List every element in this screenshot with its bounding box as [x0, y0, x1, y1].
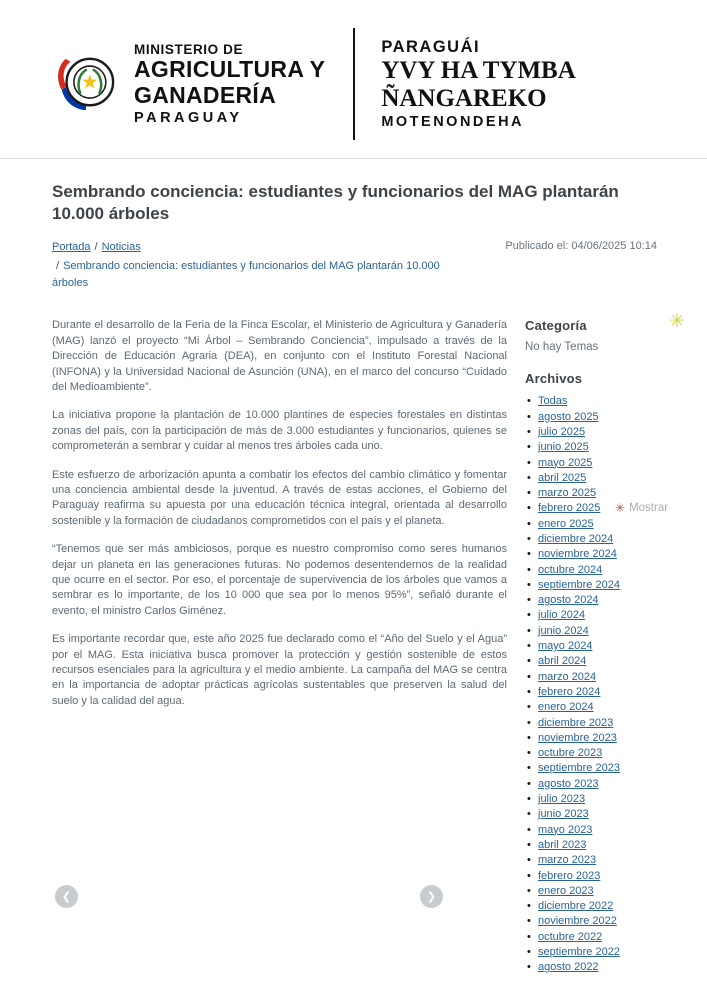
article-paragraph: Este esfuerzo de arborización apunta a combatir los efectos del cambio climático y fomentar una conciencia ambiental desde la juventud. A través de estas acciones, el Gobierno del Paraguay reafirma su apuesta por una educación técnica integral, orientada al desarrollo sostenible y la formación de ciudadanos comprometidos con el país y el planeta.	[52, 468, 507, 527]
archive-list-item	[525, 792, 657, 807]
chevron-right-icon: ❯	[426, 891, 437, 903]
mag-logo[interactable]	[54, 42, 325, 127]
archive-link[interactable]: noviembre 2022	[538, 915, 617, 928]
carousel-next-button[interactable]	[420, 885, 443, 908]
archive-link[interactable]: Todas	[538, 395, 568, 408]
paraguay-coat-of-arms-icon	[54, 53, 116, 115]
carousel-prev-button[interactable]	[55, 885, 78, 908]
archive-list-item	[525, 884, 657, 899]
archive-link[interactable]: marzo 2024	[538, 670, 597, 683]
archive-list-item	[525, 685, 657, 700]
chevron-left-icon: ❮	[61, 891, 72, 903]
archive-list-item	[525, 777, 657, 792]
accessibility-asterisk-icon[interactable]: ✳	[669, 311, 685, 332]
archive-list-item	[525, 670, 657, 685]
archive-list-item	[525, 517, 657, 532]
archive-link[interactable]: febrero 2023	[538, 869, 601, 882]
archive-link[interactable]: diciembre 2024	[538, 533, 614, 545]
breadcrumb-separator: /	[56, 260, 60, 273]
archive-list-item	[525, 853, 657, 868]
category-empty-text: No hay Temas	[525, 341, 599, 354]
page-title: Sembrando conciencia: estudiantes y funcionarios del MAG plantarán 10.000 árboles	[52, 182, 619, 224]
archive-link[interactable]: octubre 2022	[538, 930, 603, 943]
tooltip-label: Mostrar	[629, 502, 669, 514]
archive-link[interactable]: febrero 2025	[538, 502, 601, 515]
archives-title: Archivos	[525, 371, 583, 387]
archive-list-item	[525, 869, 657, 884]
archive-link[interactable]: septiembre 2022	[538, 946, 620, 959]
archive-list-item	[525, 945, 657, 960]
archive-link[interactable]: agosto 2024	[538, 594, 599, 607]
archive-link[interactable]: noviembre 2024	[538, 548, 617, 561]
breadcrumb-current-wrap	[52, 258, 467, 292]
spinner-icon: ✳	[615, 501, 626, 515]
archive-link[interactable]: julio 2024	[538, 609, 586, 622]
archive-link[interactable]: febrero 2024	[538, 685, 601, 698]
site-header	[0, 0, 707, 158]
archive-list-item	[525, 746, 657, 761]
breadcrumb-portada-link[interactable]: Portada	[52, 241, 91, 254]
meta-row	[52, 239, 657, 292]
guarani-line: YVY HA TYMBA	[381, 57, 576, 84]
archive-list-item	[525, 700, 657, 715]
archive-list-item	[525, 761, 657, 776]
mostrar-tooltip	[612, 501, 671, 515]
ministry-line: PARAGUAY	[134, 110, 243, 127]
archive-link[interactable]: octubre 2023	[538, 747, 603, 760]
guarani-line: PARAGUÁI	[381, 38, 481, 56]
article-body	[52, 318, 507, 975]
archive-list-item	[525, 593, 657, 608]
archive-link[interactable]: marzo 2023	[538, 854, 597, 867]
archive-list-item	[525, 639, 657, 654]
archive-link[interactable]: abril 2023	[538, 838, 587, 851]
ministry-line: AGRICULTURA Y	[134, 55, 326, 82]
article-head	[0, 159, 707, 292]
breadcrumb	[52, 239, 467, 292]
archive-link[interactable]: diciembre 2022	[538, 900, 614, 913]
archive-list-item	[525, 654, 657, 669]
breadcrumb-noticias-link[interactable]: Noticias	[101, 241, 141, 254]
archive-link[interactable]: agosto 2023	[538, 777, 599, 790]
header-divider	[353, 28, 355, 140]
archive-list-item	[525, 807, 657, 822]
ministry-line: MINISTERIO DE	[134, 41, 244, 57]
archive-link[interactable]: junio 2025	[538, 441, 589, 454]
archive-list-item	[525, 394, 657, 409]
archive-list-item	[525, 608, 657, 623]
archive-list-item	[525, 838, 657, 853]
archive-link[interactable]: mayo 2024	[538, 640, 593, 653]
archive-link[interactable]: octubre 2024	[538, 563, 603, 576]
guarani-line: MOTENONDEHA	[381, 114, 525, 130]
archive-list-item	[525, 731, 657, 746]
ministry-wordmark	[134, 42, 325, 127]
article-paragraph: “Tenemos que ser más ambiciosos, porque es nuestro compromiso como seres humanos dejar un planeta en las generaciones futuras. No podemos desentendernos de la realidad que ocurre en el sector. Por eso, el porcentaje de supervivencia de los árboles que vamos a sembrar es lo importante, de los 10 000 que sea por lo menos 95%”, señaló durante el evento, el ministro Carlos Giménez.	[52, 543, 507, 617]
archive-link[interactable]: julio 2023	[538, 793, 586, 806]
archive-list-item	[525, 547, 657, 562]
archive-link[interactable]: junio 2023	[538, 808, 589, 821]
archive-list-item	[525, 471, 657, 486]
archive-link[interactable]: abril 2025	[538, 471, 587, 484]
archive-list-item	[525, 563, 657, 578]
archive-list-item	[525, 823, 657, 838]
archive-list-item	[525, 440, 657, 455]
article-paragraph: Es importante recordar que, este año 2025 fue declarado como el “Año del Suelo y el Agua” por el MAG. Esta iniciativa busca promover la protección y gestión sostenible de estos recursos esenciales para la agricultura y el medio ambiente. La campaña del MAG se centra en la importancia de adoptar prácticas agrícolas sustentables que preserven la salud del suelo y la calidad del agua.	[52, 633, 507, 707]
archive-list-item	[525, 899, 657, 914]
archive-link[interactable]: enero 2023	[538, 884, 594, 897]
breadcrumb-separator: /	[94, 241, 98, 254]
archive-link[interactable]: marzo 2025	[538, 487, 597, 500]
guarani-line: ÑANGAREKO	[381, 84, 547, 112]
archive-list-item	[525, 578, 657, 593]
archive-list-item	[525, 410, 657, 425]
archive-link[interactable]: septiembre 2023	[538, 762, 620, 775]
sidebar	[525, 318, 657, 975]
archive-list-item	[525, 425, 657, 440]
archive-list-item	[525, 486, 657, 501]
published-date: Publicado el: 04/06/2025 10:14	[505, 240, 657, 253]
breadcrumb-current: Sembrando conciencia: estudiantes y funcionarios del MAG plantarán 10.000 árboles	[52, 260, 440, 290]
archive-list-item	[525, 456, 657, 471]
archive-link[interactable]: noviembre 2023	[538, 731, 617, 744]
archive-link[interactable]: julio 2025	[538, 425, 586, 438]
archive-link[interactable]: mayo 2025	[538, 456, 593, 469]
archive-link[interactable]: enero 2024	[538, 701, 594, 714]
archive-link[interactable]: enero 2025	[538, 517, 594, 530]
archive-link[interactable]: abril 2024	[538, 655, 587, 668]
article-paragraph: Durante el desarrollo de la Feria de la Finca Escolar, el Ministerio de Agricultura y Ganadería (MAG) lanzó el proyecto “Mi Árbol – Sembrando Conciencia”, impulsado a través de la Dirección de Educación Agraria (DEA), en conjunto con el Instituto Forestal Nacional (INFONA) y la Universidad Nacional de Asunción (UNA), en el marco del concurso “Cuidado del Medioambiente”.	[52, 319, 507, 393]
archive-list-item	[525, 532, 657, 547]
ministry-line: GANADERÍA	[134, 81, 276, 108]
category-title: Categoría	[525, 318, 587, 334]
archive-list-item	[525, 624, 657, 639]
archive-link[interactable]: junio 2024	[538, 624, 589, 637]
archive-link[interactable]: agosto 2025	[538, 410, 599, 423]
archive-link[interactable]: diciembre 2023	[538, 716, 614, 729]
archive-link[interactable]: mayo 2023	[538, 823, 593, 836]
content	[0, 292, 707, 975]
archive-link[interactable]: agosto 2022	[538, 961, 599, 974]
archive-list-item	[525, 960, 657, 975]
archive-link[interactable]: septiembre 2024	[538, 578, 620, 591]
archive-list-item	[525, 930, 657, 945]
archive-list-item	[525, 716, 657, 731]
guarani-wordmark	[381, 38, 575, 130]
archive-list	[525, 394, 657, 975]
archive-list-item	[525, 914, 657, 929]
article-paragraph: La iniciativa propone la plantación de 10.000 plantines de especies forestales en distintas zonas del país, con la participación de más de 3.000 estudiantes y funcionarios, quienes se comprometerán a sembrar y cuidar al menos tres árboles cada uno.	[52, 409, 507, 453]
